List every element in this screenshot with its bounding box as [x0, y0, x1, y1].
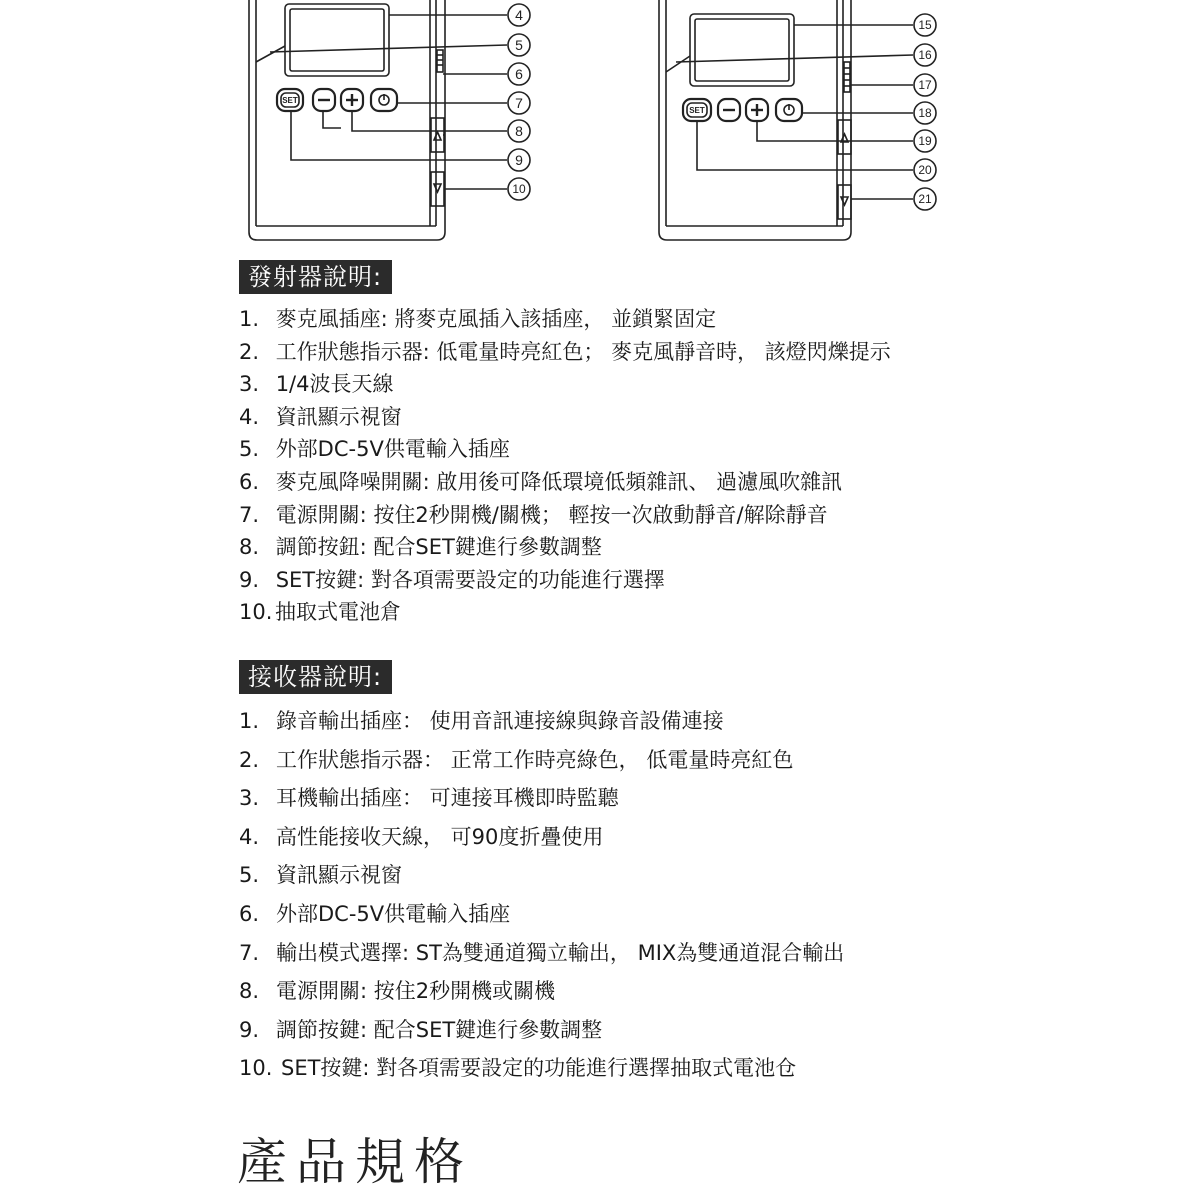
list-item — [239, 303, 891, 336]
item-number: 9. — [239, 1017, 260, 1042]
item-text: 錄音輸出插座： 使用音訊連接線與錄音設備連接 — [276, 709, 724, 733]
list-item — [239, 895, 844, 934]
item-number: 3. — [239, 372, 260, 397]
list-item — [239, 336, 891, 369]
item-number: 2. — [239, 747, 260, 772]
item-text: 輸出模式選擇: ST為雙通道獨立輸出， MIX為雙通道混合輸出 — [276, 940, 845, 965]
item-text: 資訊顯示視窗 — [275, 404, 402, 429]
item-text: 調節按鈕: 配合SET鍵進行參數調整 — [275, 535, 602, 560]
item-text: 電源開關: 按住2秒開機或關機 — [276, 979, 556, 1004]
list-item — [239, 702, 844, 741]
item-number: 8. — [239, 979, 260, 1004]
callout-number: 9 — [515, 152, 523, 168]
callout-number: 6 — [515, 66, 523, 82]
callout-number: 15 — [918, 18, 932, 32]
item-number: 2. — [239, 339, 260, 364]
item-number: 7. — [239, 940, 260, 965]
item-number: 6. — [239, 901, 260, 926]
receiver-list — [239, 702, 844, 1088]
transmitter-list — [239, 303, 891, 629]
callout-number: 17 — [918, 78, 932, 92]
item-text: 資訊顯示視窗 — [276, 863, 402, 888]
item-number: 9. — [239, 567, 260, 592]
list-item — [239, 596, 891, 629]
device-diagram — [0, 0, 1200, 260]
item-number: 5. — [239, 437, 260, 462]
item-number: 3. — [239, 786, 260, 811]
list-item — [239, 741, 844, 780]
item-number: 1. — [239, 307, 260, 331]
list-item — [239, 779, 844, 818]
item-text: 工作狀態指示器: 低電量時亮紅色； 麥克風靜音時， 該燈閃爍提示 — [275, 339, 891, 364]
item-number: 5. — [239, 863, 260, 888]
item-number: 7. — [239, 502, 260, 527]
item-text: 1/4波長天線 — [275, 372, 394, 397]
item-text: 麥克風插座: 將麥克風插入該插座， 並鎖緊固定 — [275, 307, 717, 331]
item-number: 10. — [239, 1056, 273, 1081]
callout-number: 10 — [512, 182, 526, 196]
callout-number: 20 — [918, 163, 932, 177]
item-text: 高性能接收天線， 可90度折疊使用 — [276, 824, 604, 849]
list-item — [239, 466, 891, 499]
list-item — [239, 934, 844, 973]
callout-number: 21 — [918, 192, 932, 206]
list-item — [239, 368, 891, 401]
callout-number: 19 — [918, 134, 932, 148]
callout-number: 8 — [515, 123, 523, 139]
item-text: 耳機輸出插座： 可連接耳機即時監聽 — [276, 786, 619, 811]
item-text: 抽取式電池倉 — [275, 600, 401, 625]
transmitter-heading: 發射器說明: — [239, 260, 392, 294]
list-item — [239, 1049, 844, 1088]
item-number: 8. — [239, 535, 260, 560]
item-text: 調節按鍵: 配合SET鍵進行參數調整 — [276, 1017, 603, 1042]
item-number: 4. — [239, 404, 260, 429]
callout-number: 16 — [918, 48, 932, 62]
item-text: 電源開關: 按住2秒開機/關機； 輕按一次啟動靜音/解除靜音 — [275, 502, 828, 527]
list-item — [239, 531, 891, 564]
receiver-set-label: SET — [689, 106, 705, 115]
list-item — [239, 818, 844, 857]
callout-number: 5 — [515, 37, 523, 53]
list-item — [239, 499, 891, 532]
item-number: 6. — [239, 469, 260, 494]
item-text: 麥克風降噪開關: 啟用後可降低環境低頻雜訊、 過濾風吹雜訊 — [275, 469, 843, 494]
item-text: 外部DC-5V供電輸入插座 — [276, 901, 511, 926]
item-number: 10. — [239, 600, 273, 625]
list-item — [239, 1011, 844, 1050]
item-number: 1. — [239, 709, 260, 733]
specs-title: 產品規格 — [237, 1133, 473, 1191]
transmitter-illustration — [249, 0, 530, 240]
callout-number: 18 — [918, 106, 932, 120]
item-text: SET按鍵: 對各項需要設定的功能進行選擇 — [275, 567, 665, 592]
item-text: 工作狀態指示器： 正常工作時亮綠色， 低電量時亮紅色 — [276, 747, 794, 772]
list-item — [239, 433, 891, 466]
callout-number: 4 — [515, 7, 523, 23]
item-number: 4. — [239, 824, 260, 849]
item-text: 外部DC-5V供電輸入插座 — [275, 437, 510, 462]
list-item — [239, 856, 844, 895]
transmitter-set-label: SET — [282, 96, 298, 105]
list-item — [239, 972, 844, 1011]
receiver-heading: 接收器說明: — [239, 660, 392, 694]
list-item — [239, 401, 891, 434]
receiver-illustration — [659, 0, 936, 240]
list-item — [239, 564, 891, 597]
item-text: SET按鍵: 對各項需要設定的功能進行選擇抽取式電池仓 — [281, 1056, 797, 1081]
callout-number: 7 — [515, 95, 523, 111]
